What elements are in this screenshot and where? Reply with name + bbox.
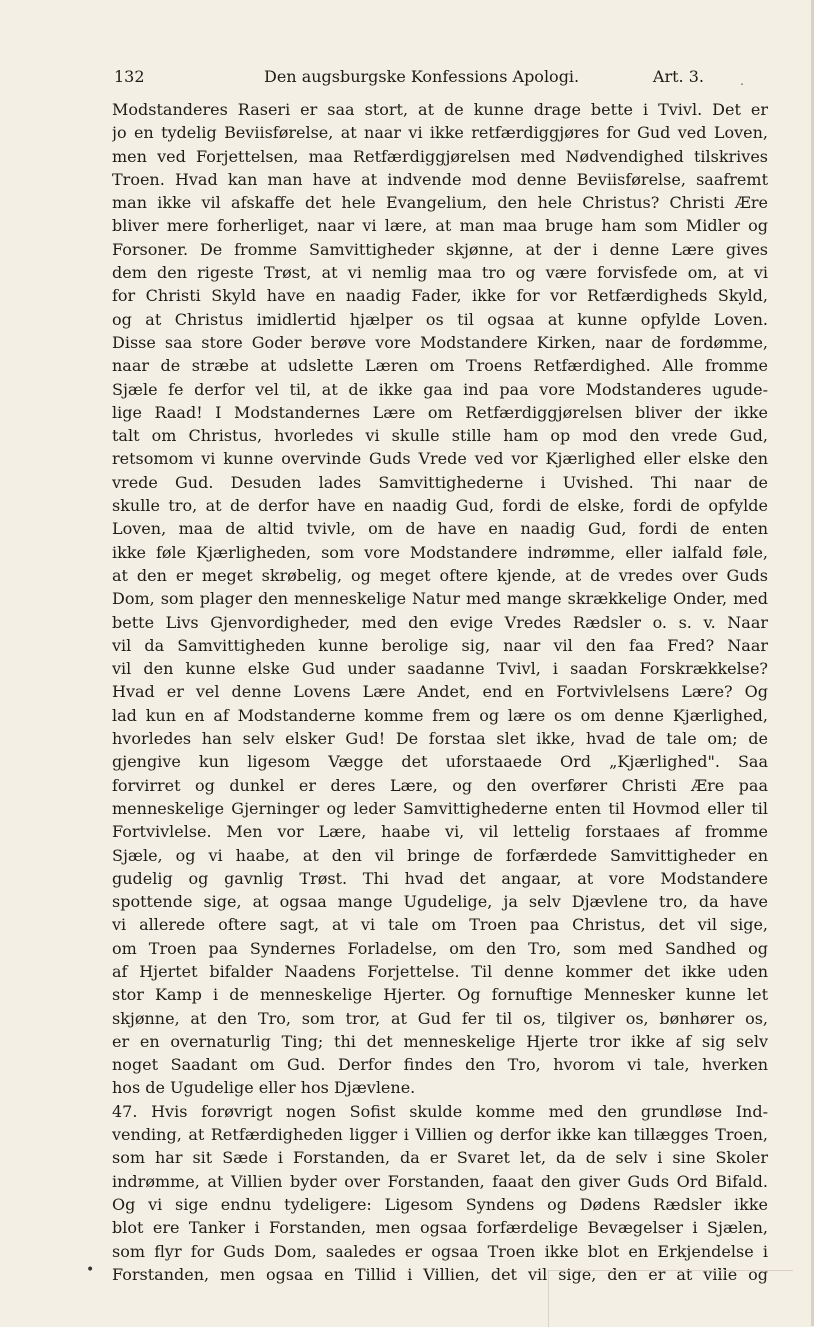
- text-line: hos de Ugudelige eller hos Djævlene.: [112, 1078, 416, 1098]
- text-line: bliver mere forherliget, naar vi lære, at man maa bruge ham som Midler og: [112, 216, 768, 236]
- margin-mark: .: [740, 74, 744, 88]
- text-line: naar de stræbe at udslette Læren om Troens Retfærdighed. Alle fromme: [112, 356, 768, 376]
- text-line: Sjæle, og vi haabe, at den vil bringe de forfærdede Samvittigheder en: [112, 845, 768, 865]
- text-line: Forstanden, men ogsaa en Tillid i Villien, det vil sige, den er at ville og: [112, 1264, 768, 1284]
- text-line: vil den kunne elske Gud under saadanne Tvivl, i saadan Forskrækkelse?: [112, 659, 768, 679]
- text-line: for Christi Skyld have en naadig Fader, ikke for vor Retfærdigheds Skyld,: [112, 286, 768, 306]
- margin-bullet: •: [86, 1262, 95, 1278]
- text-line: retsomom vi kunne overvinde Guds Vrede ved vor Kjærlighed eller elske den: [112, 449, 768, 469]
- text-line: lige Raad! I Modstandernes Lære om Retfærdiggjørelsen bliver der ikke: [112, 402, 768, 422]
- text-line: vrede Gud. Desuden lades Samvittighederne i Uvished. Thi naar de: [112, 472, 768, 492]
- text-line: hvorledes han selv elsker Gud! De forstaa slet ikke, hvad de tale om; de: [112, 729, 768, 749]
- text-line: vending, at Retfærdigheden ligger i Villien og derfor ikke kan tillægges Troen,: [112, 1125, 768, 1145]
- text-line: Troen. Hvad kan man have at indvende mod denne Beviisførelse, saafremt: [112, 169, 768, 189]
- text-line: Forsoner. De fromme Samvittigheder skjønne, at der i denne Lære gives: [112, 239, 768, 259]
- text-line: menneskelige Gjerninger og leder Samvittighederne enten til Hovmod eller til: [112, 798, 768, 818]
- text-line: lad kun en af Modstanderne komme frem og lære os om denne Kjærlighed,: [112, 705, 768, 725]
- page-corner-frame: [548, 1270, 793, 1327]
- running-title: Den augsburgske Konfessions Apologi.: [264, 67, 580, 86]
- text-line: Loven, maa de altid tvivle, om de have en naadig Gud, fordi de enten: [112, 519, 768, 539]
- text-line: skulle tro, at de derfor have en naadig Gud, fordi de elske, fordi de opfylde: [112, 496, 768, 516]
- text-line: Hvad er vel denne Lovens Lære Andet, end en Fortvivlelsens Lære? Og: [112, 682, 768, 702]
- text-line: vil da Samvittigheden kunne berolige sig, naar vil den faa Fred? Naar: [112, 635, 768, 655]
- text-line: dem den rigeste Trøst, at vi nemlig maa tro og være forvisfede om, at vi: [112, 263, 768, 283]
- page-number: 132: [114, 67, 145, 86]
- article-label: Art. 3.: [652, 67, 704, 86]
- text-line: jo en tydelig Beviisførelse, at naar vi ikke retfærdiggjøres for Gud ved Loven,: [112, 123, 768, 143]
- text-line: spottende sige, at ogsaa mange Ugudelige, ja selv Djævlene tro, da have: [112, 892, 768, 912]
- text-line: indrømme, at Villien byder over Forstanden, faaat den giver Guds Ord Bifald.: [112, 1171, 768, 1191]
- text-line: Og vi sige endnu tydeligere: Ligesom Syndens og Dødens Rædsler ikke: [112, 1194, 768, 1214]
- running-header: [114, 65, 744, 89]
- text-line: som har sit Sæde i Forstanden, da er Svaret let, da de selv i sine Skoler: [112, 1148, 768, 1168]
- text-line: skjønne, at den Tro, som tror, at Gud fer til os, tilgiver os, bønhører os,: [112, 1008, 768, 1028]
- text-line: noget Saadant om Gud. Derfor findes den Tro, hvorom vi tale, hverken: [112, 1055, 768, 1075]
- text-line: Disse saa store Goder berøve vore Modstandere Kirken, naar de fordømme,: [112, 332, 768, 352]
- text-line: stor Kamp i de menneskelige Hjerter. Og fornuftige Mennesker kunne let: [112, 985, 768, 1005]
- text-line: Modstanderes Raseri er saa stort, at de kunne drage bette i Tvivl. Det er: [112, 100, 768, 119]
- text-line: talt om Christus, hvorledes vi skulle stille ham op mod den vrede Gud,: [112, 426, 768, 446]
- text-line: Sjæle fe derfor vel til, at de ikke gaa ind paa vore Modstanderes ugude-: [112, 379, 768, 399]
- text-line: bette Livs Gjenvordigheder, med den evige Vredes Rædsler o. s. v. Naar: [112, 612, 768, 632]
- text-line: vi allerede oftere sagt, at vi tale om Troen paa Christus, det vil sige,: [112, 915, 768, 935]
- text-line: af Hjertet bifalder Naadens Forjettelse. Til denne kommer det ikke uden: [112, 961, 768, 981]
- text-line: Dom, som plager den menneskelige Natur med mange skrækkelige Onder, med: [112, 589, 768, 609]
- text-line: ikke føle Kjærligheden, som vore Modstandere indrømme, eller ialfald føle,: [112, 542, 768, 562]
- text-line: blot ere Tanker i Forstanden, men ogsaa forfærdelige Bevægelser i Sjælen,: [112, 1218, 768, 1238]
- text-line: om Troen paa Syndernes Forladelse, om den Tro, som med Sandhed og: [112, 938, 768, 958]
- text-line: 47. Hvis forøvrigt nogen Sofist skulde komme med den grundløse Ind-: [112, 1101, 768, 1121]
- text-line: som flyr for Guds Dom, saaledes er ogsaa Troen ikke blot en Erkjendelse i: [112, 1241, 768, 1261]
- text-line: forvirret og dunkel er deres Lære, og den overfører Christi Ære paa: [112, 775, 768, 795]
- text-line: men ved Forjettelsen, maa Retfærdiggjørelsen med Nødvendighed tilskrives: [112, 146, 768, 166]
- text-line: Fortvivlelse. Men vor Lære, haabe vi, vil lettelig forstaaes af fromme: [112, 822, 768, 842]
- text-line: at den er meget skrøbelig, og meget oftere kjende, at de vredes over Guds: [112, 565, 768, 585]
- text-line: gudelig og gavnlig Trøst. Thi hvad det angaar, at vore Modstandere: [112, 868, 768, 888]
- text-line: og at Christus imidlertid hjælper os til ogsaa at kunne opfylde Loven.: [112, 309, 768, 329]
- body-text: [112, 98, 768, 1286]
- text-line: gjengive kun ligesom Vægge det uforstaaede Ord „Kjærlighed". Saa: [112, 752, 768, 772]
- text-line: man ikke vil afskaffe det hele Evangelium, den hele Christus? Christi Ære: [112, 193, 768, 213]
- text-line: er en overnaturlig Ting; thi det menneskelige Hjerte tror ikke af sig selv: [112, 1031, 768, 1051]
